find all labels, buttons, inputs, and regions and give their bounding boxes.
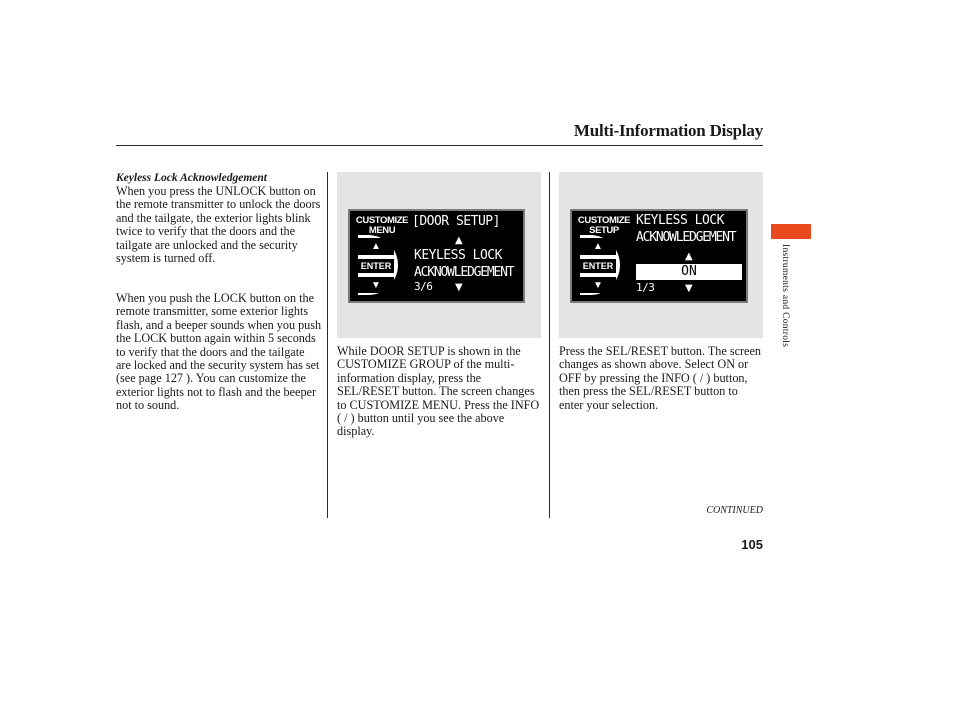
up-arrow-icon: ▲ [580,238,616,255]
button-strip [574,213,634,299]
paragraph-unlock: When you press the UNLOCK button on the remote transmitter to unlock the doors and the tailgate, the exterior lights blink twice to verify that the doors and the tailgate are unlocked and the security system is turned off. [116,184,321,266]
lcd-display-2 [570,209,748,303]
figure-customize-menu [337,172,541,338]
lcd-line-keyless-lock: KEYLESS LOCK [636,213,724,228]
column-divider-2 [549,172,550,518]
column-divider-1 [327,172,328,518]
lcd-page-indicator: 3/6 [414,280,433,293]
figure-customize-setup [559,172,763,338]
lcd-display-1 [348,209,525,303]
paragraph-door-setup: While DOOR SETUP is shown in the CUSTOMIZE GROUP of the multi-information display, press the SEL/RESET button. The screen changes to CUSTOMIZE MENU. Press the INFO ( / ) button until you see the above display. [337,344,540,439]
button-strip [352,213,412,299]
lcd-line-door-setup: [DOOR SETUP] [412,214,500,229]
continued-label: CONTINUED [706,505,763,516]
lcd-up-arrow-icon: ▲ [455,235,463,246]
title-rule [116,145,763,146]
lcd-down-arrow-icon: ▼ [685,283,693,294]
page-number: 105 [741,537,763,552]
page-title: Multi-Information Display [573,121,763,140]
section-subhead: Keyless Lock Acknowledgement [116,172,267,184]
lcd-up-arrow-icon: ▲ [685,251,693,262]
customize-label: CUSTOMIZE MENU [355,215,409,236]
paragraph-lock: When you push the LOCK button on the remote transmitter, some exterior lights flash, and a beeper sounds when you push the LOCK button again within 5 seconds to verify that the doors and the tailgate are locked and the security system has set (see page 127 ). You can customize the exterior lights not to flash and the beeper not to sound. [116,291,322,413]
section-label: Instruments and Controls [780,244,790,348]
down-arrow-icon: ▼ [580,277,616,293]
lcd-line-acknowledgement: ACKNOWLEDGEMENT [636,230,736,245]
d-button-shape [580,235,620,295]
down-arrow-icon: ▼ [358,277,394,293]
enter-label: ENTER [580,259,616,273]
section-tab [771,224,811,239]
lcd-line-keyless-lock: KEYLESS LOCK [414,248,502,263]
paragraph-sel-reset: Press the SEL/RESET button. The screen changes as shown above. Select ON or OFF by pressing the INFO ( / ) button, then press the SEL/RESET button to enter your selection. [559,344,761,412]
d-button-shape [358,235,398,295]
lcd-down-arrow-icon: ▼ [455,282,463,293]
customize-label: CUSTOMIZE SETUP [577,215,631,236]
enter-label: ENTER [358,259,394,273]
up-arrow-icon: ▲ [358,238,394,255]
lcd-line-acknowledgement: ACKNOWLEDGEMENT [414,265,514,280]
lcd-page-indicator: 1/3 [636,281,655,294]
lcd-selected-option: ON [636,264,742,280]
